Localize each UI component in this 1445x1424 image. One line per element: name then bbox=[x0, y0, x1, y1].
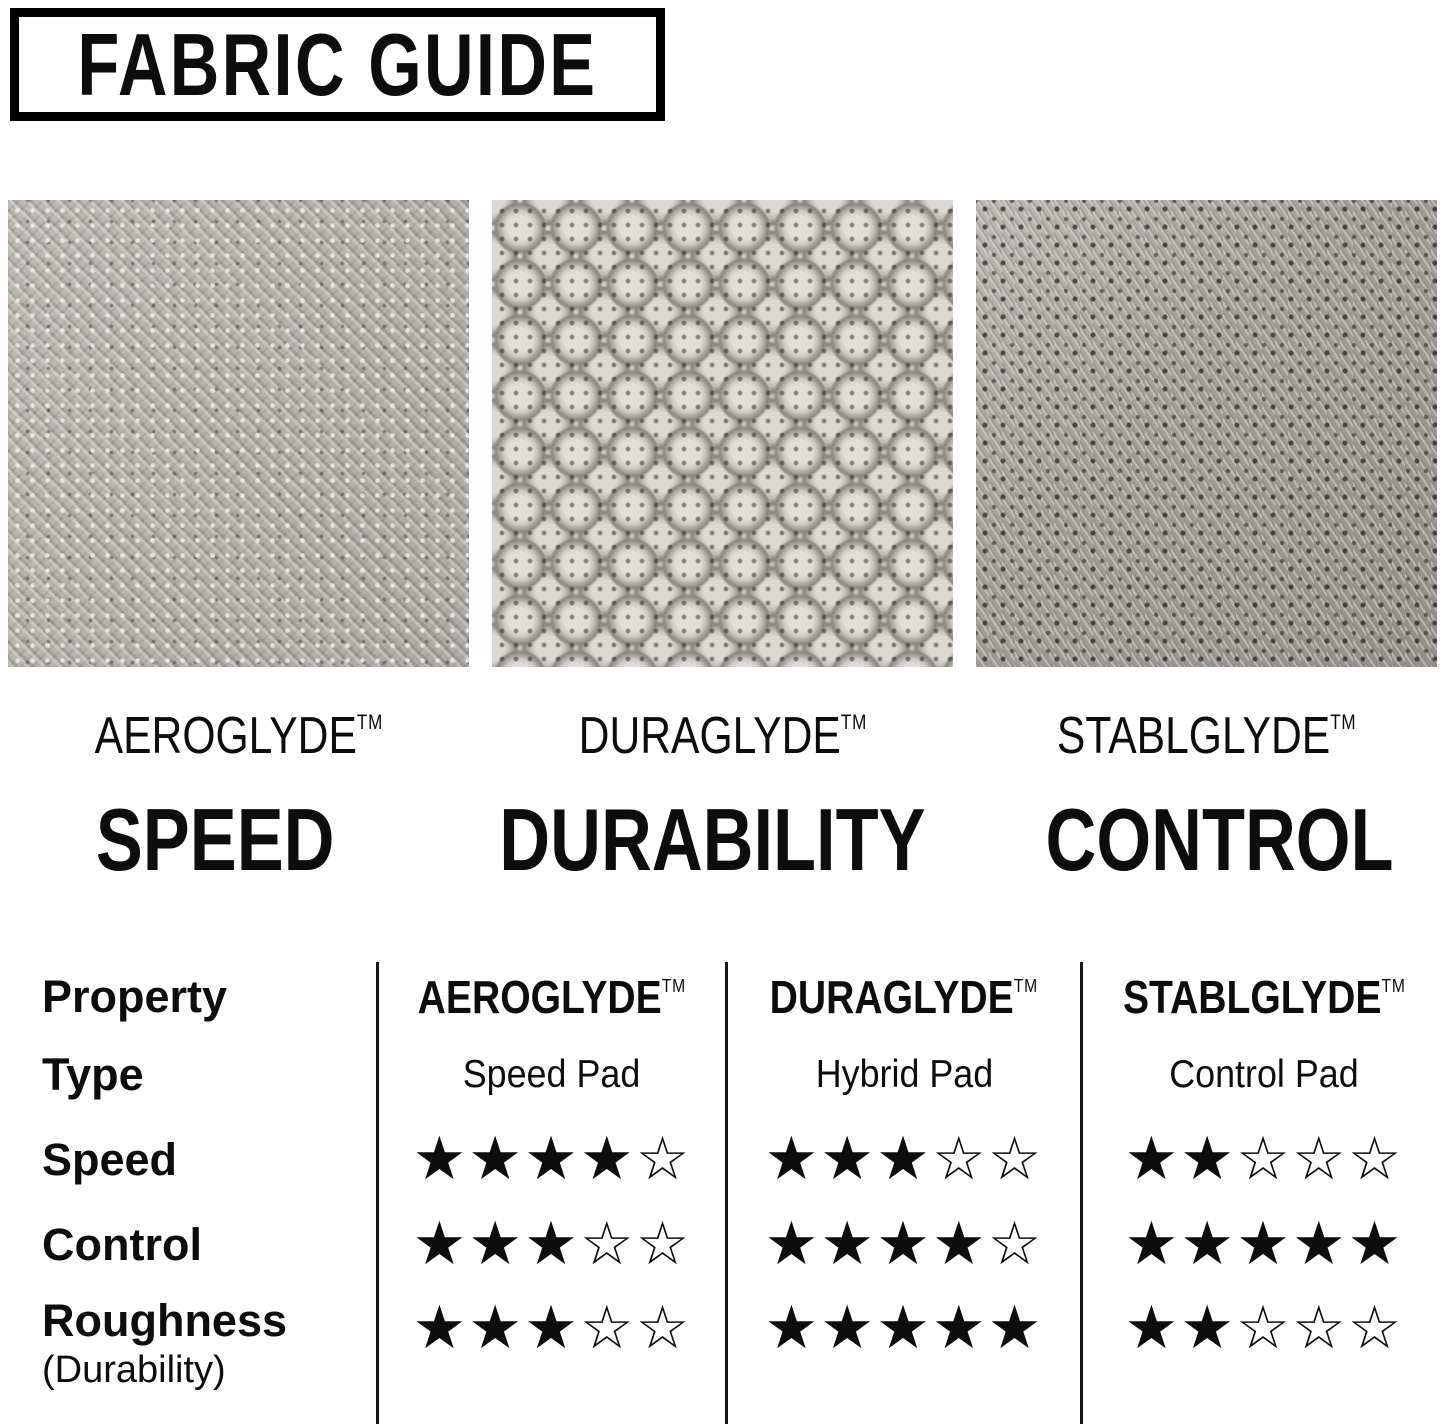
trademark-symbol: TM bbox=[661, 975, 687, 997]
star-rating-icon: ★★★☆☆ bbox=[412, 1209, 692, 1279]
trademark-symbol: TM bbox=[1381, 975, 1406, 997]
type-value-aeroglyde: Speed Pad bbox=[376, 1032, 725, 1117]
speed-rating-duraglyde bbox=[725, 1117, 1080, 1202]
row-label-type: Type bbox=[42, 1048, 144, 1100]
row-label-roughness-subtitle: (Durability) bbox=[42, 1349, 226, 1391]
star-rating-icon: ★★★★★ bbox=[764, 1293, 1044, 1363]
row-label-speed: Speed bbox=[42, 1133, 178, 1185]
star-rating-icon: ★★★★☆ bbox=[764, 1209, 1044, 1279]
control-rating-duraglyde bbox=[725, 1202, 1080, 1287]
category-control: CONTROL bbox=[1045, 789, 1394, 889]
row-label-roughness: Roughness (Durability) bbox=[42, 1295, 288, 1391]
title-box bbox=[10, 8, 665, 121]
fabric-swatch-aeroglyde-texture-image bbox=[8, 200, 469, 667]
table-header-aeroglyde: AEROGLYDE™ bbox=[376, 962, 725, 1032]
table-header-property: Property bbox=[42, 971, 228, 1022]
star-rating-icon: ★★★★★ bbox=[1124, 1209, 1404, 1279]
roughness-rating-duraglyde bbox=[725, 1287, 1080, 1424]
control-rating-aeroglyde bbox=[376, 1202, 725, 1287]
table-header-duraglyde: DURAGLYDE™ bbox=[725, 962, 1080, 1032]
swatch-row bbox=[8, 200, 1437, 667]
roughness-rating-stablglyde bbox=[1080, 1287, 1445, 1424]
table-header-stablglyde: STABLGLYDE™ bbox=[1080, 962, 1445, 1032]
row-label-control: Control bbox=[42, 1218, 202, 1270]
fabric-swatch-stablglyde-texture-image bbox=[976, 200, 1437, 667]
fabric-name-stablglyde: STABLGLYDE™ bbox=[1056, 707, 1357, 765]
category-speed: SPEED bbox=[96, 789, 335, 889]
page-title: FABRIC GUIDE bbox=[77, 14, 598, 114]
trademark-symbol: TM bbox=[356, 711, 383, 735]
comparison-table bbox=[0, 962, 1445, 1424]
trademark-symbol: TM bbox=[840, 711, 867, 735]
roughness-rating-aeroglyde bbox=[376, 1287, 725, 1424]
star-rating-icon: ★★☆☆☆ bbox=[1124, 1293, 1404, 1363]
control-rating-stablglyde bbox=[1080, 1202, 1445, 1287]
fabric-name-duraglyde: DURAGLYDE™ bbox=[578, 707, 867, 765]
star-rating-icon: ★★★★☆ bbox=[412, 1124, 692, 1194]
fabric-categories-row bbox=[8, 789, 1437, 889]
trademark-symbol: TM bbox=[1330, 711, 1357, 735]
speed-rating-aeroglyde bbox=[376, 1117, 725, 1202]
star-rating-icon: ★★★☆☆ bbox=[412, 1293, 692, 1363]
speed-rating-stablglyde bbox=[1080, 1117, 1445, 1202]
fabric-swatch-duraglyde-texture-image bbox=[492, 200, 953, 667]
star-rating-icon: ★★☆☆☆ bbox=[1124, 1124, 1404, 1194]
trademark-symbol: TM bbox=[1013, 975, 1039, 997]
type-value-duraglyde: Hybrid Pad bbox=[725, 1032, 1080, 1117]
fabric-names-row bbox=[8, 705, 1437, 767]
fabric-name-aeroglyde: AEROGLYDE™ bbox=[94, 707, 383, 765]
category-durability: DURABILITY bbox=[499, 789, 926, 889]
star-rating-icon: ★★★☆☆ bbox=[764, 1124, 1044, 1194]
type-value-stablglyde: Control Pad bbox=[1080, 1032, 1445, 1117]
